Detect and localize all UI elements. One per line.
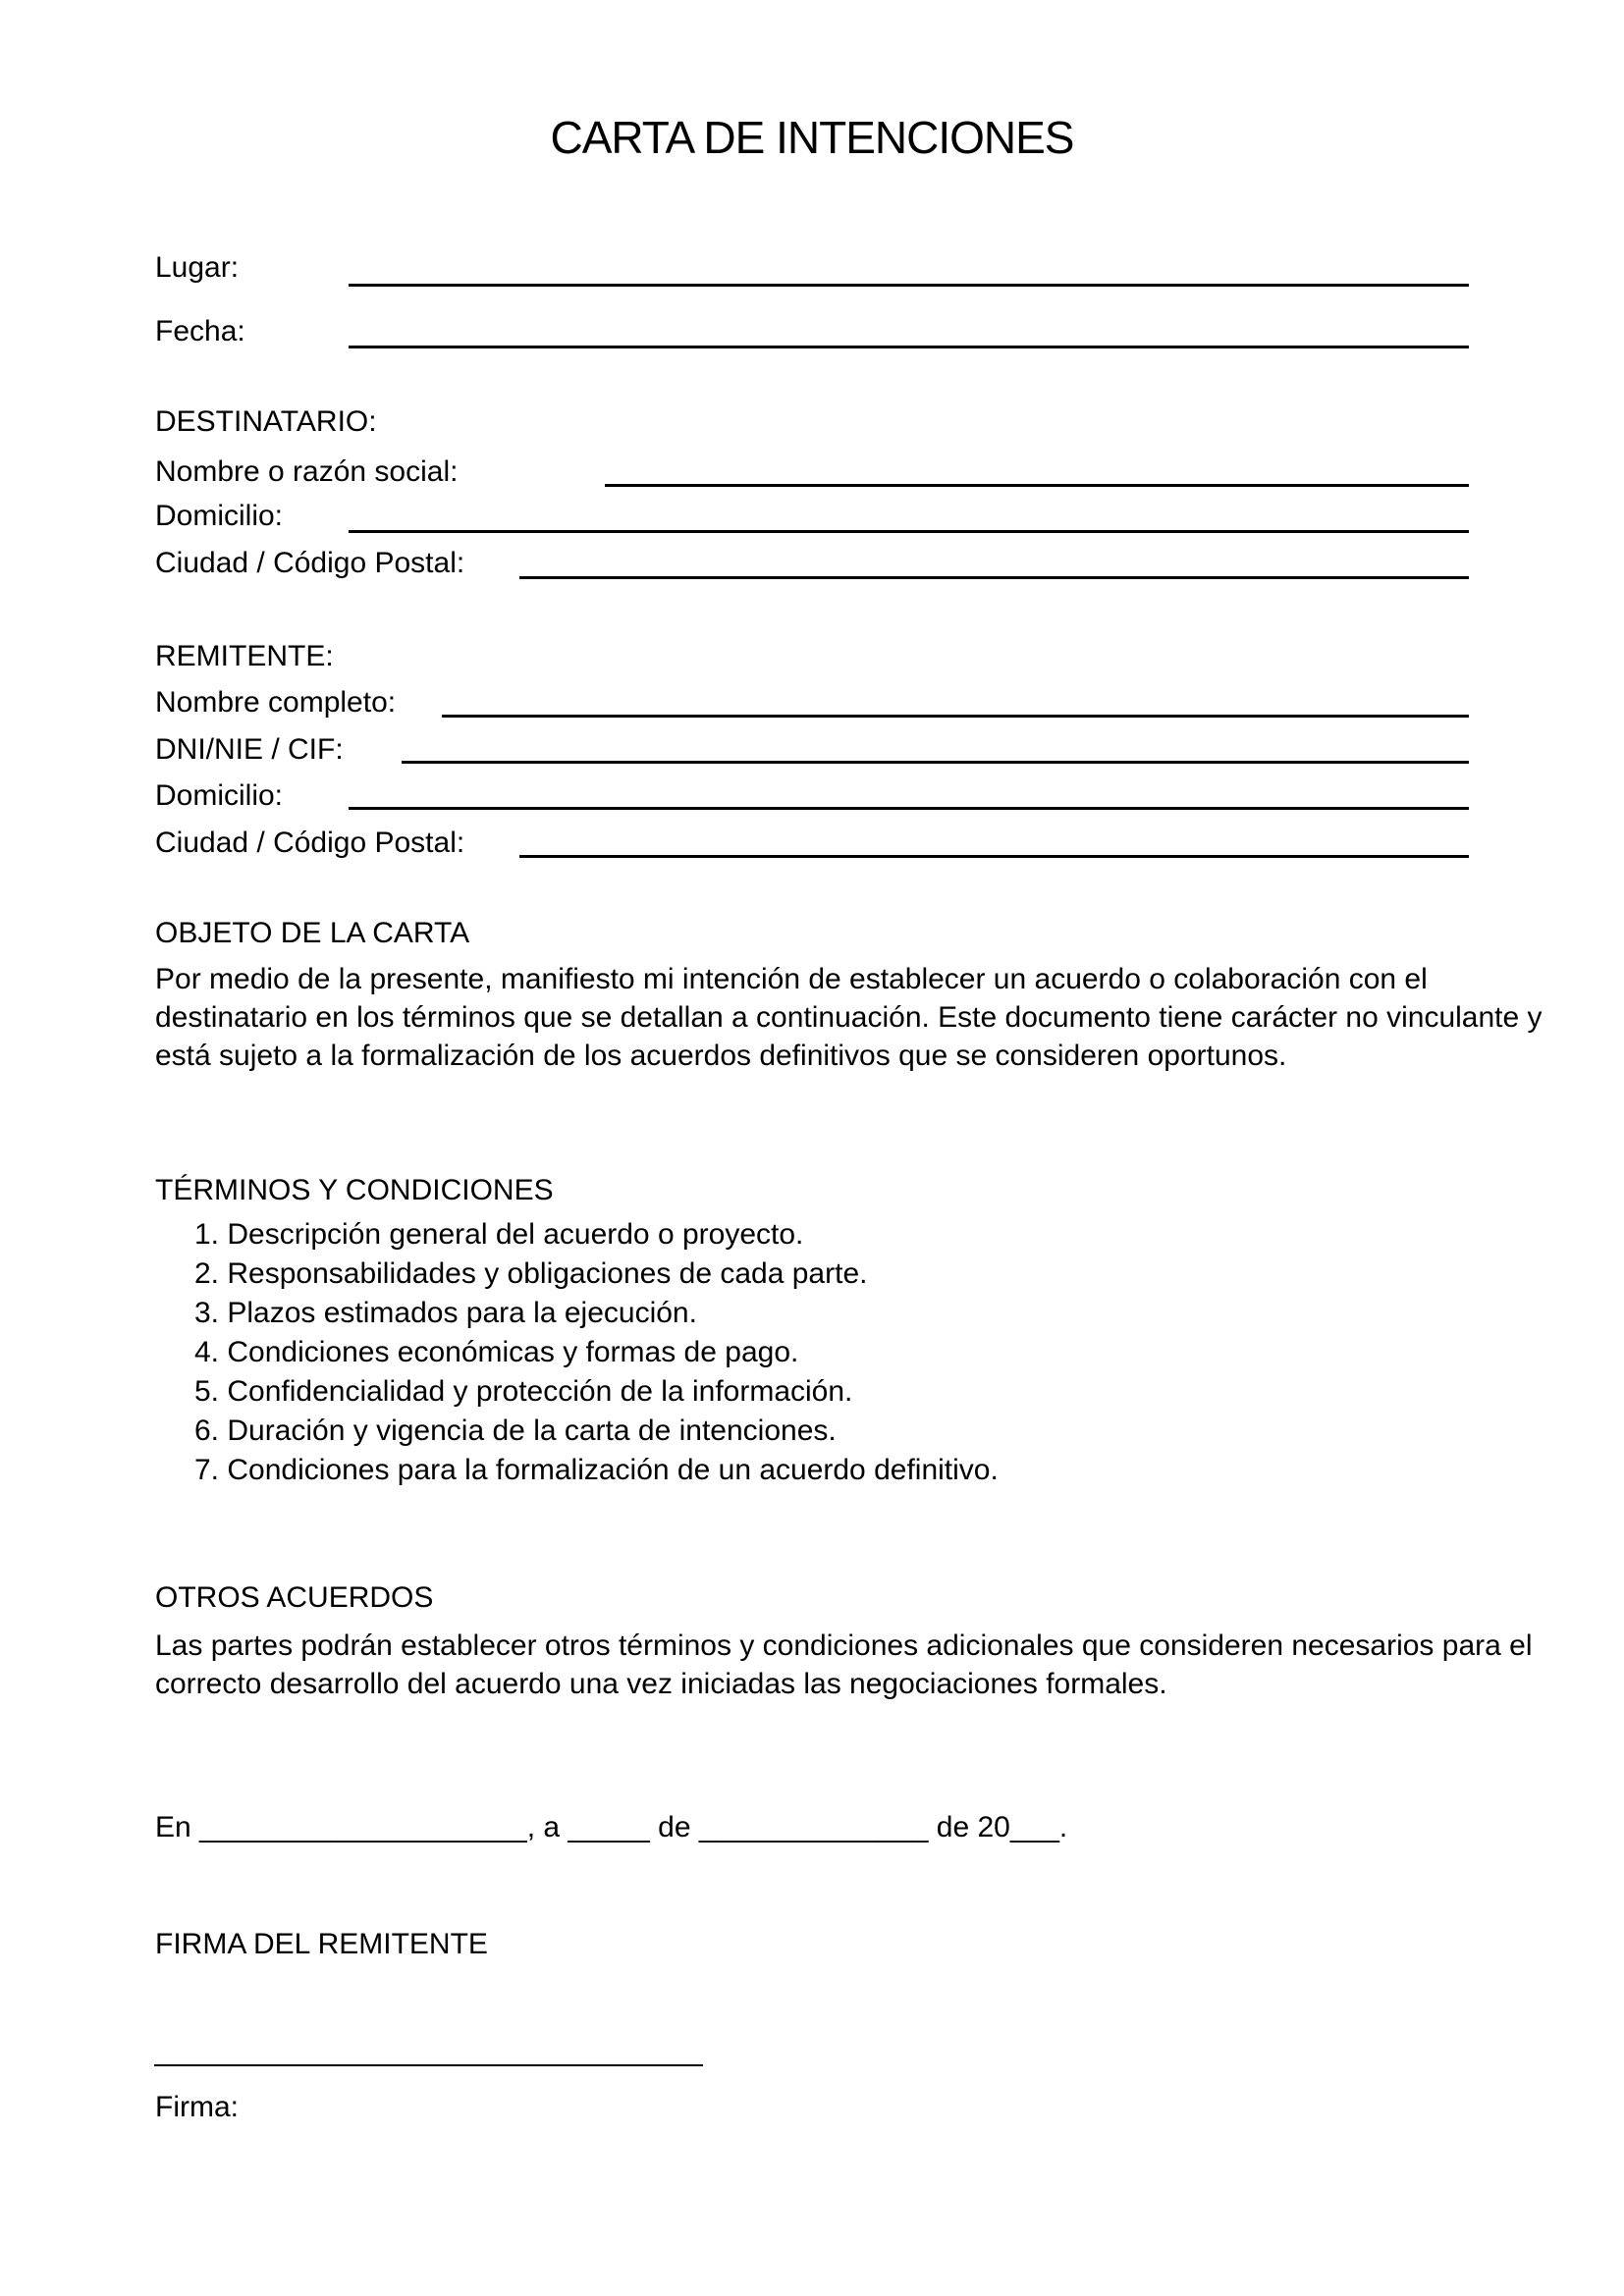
terminos-list-item: 4. Condiciones económicas y formas de pago.	[194, 1336, 799, 1368]
destinatario-ciudad-label: Ciudad / Código Postal:	[155, 547, 465, 579]
remitente-dni-blank-line[interactable]	[402, 761, 1469, 764]
destinatario-domicilio-blank-line[interactable]	[349, 530, 1469, 533]
destinatario-nombre-label: Nombre o razón social:	[155, 455, 459, 488]
remitente-ciudad-blank-line[interactable]	[519, 855, 1469, 858]
lugar-label: Lugar:	[155, 251, 240, 284]
remitente-heading: REMITENTE:	[155, 640, 334, 672]
terminos-list-item: 3. Plazos estimados para la ejecución.	[194, 1297, 697, 1329]
destinatario-ciudad-blank-line[interactable]	[519, 576, 1469, 579]
remitente-ciudad-label: Ciudad / Código Postal:	[155, 827, 465, 859]
objeto-paragraph	[155, 960, 1543, 1075]
otros-paragraph	[155, 1627, 1533, 1703]
fecha-blank-line[interactable]	[349, 346, 1469, 348]
fecha-lugar-fill-line[interactable]: En ____________________, a _____ de ______________ de 20___.	[155, 1811, 1068, 1843]
destinatario-nombre-blank-line[interactable]	[605, 484, 1469, 487]
terminos-list-item: 1. Descripción general del acuerdo o proyecto.	[194, 1218, 804, 1251]
terminos-heading: TÉRMINOS Y CONDICIONES	[155, 1174, 554, 1206]
objeto-paragraph-line: está sujeto a la formalización de los acuerdos definitivos que se consideren oportunos.	[155, 1040, 1287, 1072]
otros-paragraph-line: correcto desarrollo del acuerdo una vez iniciadas las negociaciones formales.	[155, 1668, 1167, 1700]
remitente-dni-label: DNI/NIE / CIF:	[155, 733, 344, 766]
document-title: CARTA DE INTENCIONES	[550, 112, 1074, 163]
firma-signature-line[interactable]	[154, 2064, 703, 2066]
remitente-nombre-blank-line[interactable]	[442, 715, 1469, 718]
terminos-list-item: 7. Condiciones para la formalización de un acuerdo definitivo.	[194, 1454, 999, 1486]
remitente-domicilio-label: Domicilio:	[155, 779, 284, 812]
otros-heading: OTROS ACUERDOS	[155, 1581, 434, 1614]
terminos-list-item: 2. Responsabilidades y obligaciones de cada parte.	[194, 1257, 868, 1290]
firma-heading: FIRMA DEL REMITENTE	[155, 1928, 488, 1960]
firma-label: Firma:	[155, 2091, 239, 2123]
remitente-domicilio-blank-line[interactable]	[349, 807, 1469, 810]
remitente-nombre-label: Nombre completo:	[155, 686, 397, 719]
objeto-paragraph-line: Por medio de la presente, manifiesto mi intención de establecer un acuerdo o colaboración con el	[155, 963, 1428, 995]
fecha-label: Fecha:	[155, 315, 245, 347]
objeto-heading: OBJETO DE LA CARTA	[155, 917, 470, 949]
destinatario-heading: DESTINATARIO:	[155, 405, 377, 438]
terminos-list-item: 5. Confidencialidad y protección de la información.	[194, 1375, 853, 1408]
terminos-list-item: 6. Duración y vigencia de la carta de intenciones.	[194, 1415, 837, 1447]
otros-paragraph-line: Las partes podrán establecer otros términos y condiciones adicionales que consideren necesarios para el	[155, 1629, 1533, 1662]
lugar-blank-line[interactable]	[349, 284, 1469, 287]
terminos-list	[194, 1215, 999, 1490]
objeto-paragraph-line: destinatario en los términos que se detallan a continuación. Este documento tiene carácter no vinculante y	[155, 1001, 1543, 1034]
destinatario-domicilio-label: Domicilio:	[155, 500, 284, 532]
